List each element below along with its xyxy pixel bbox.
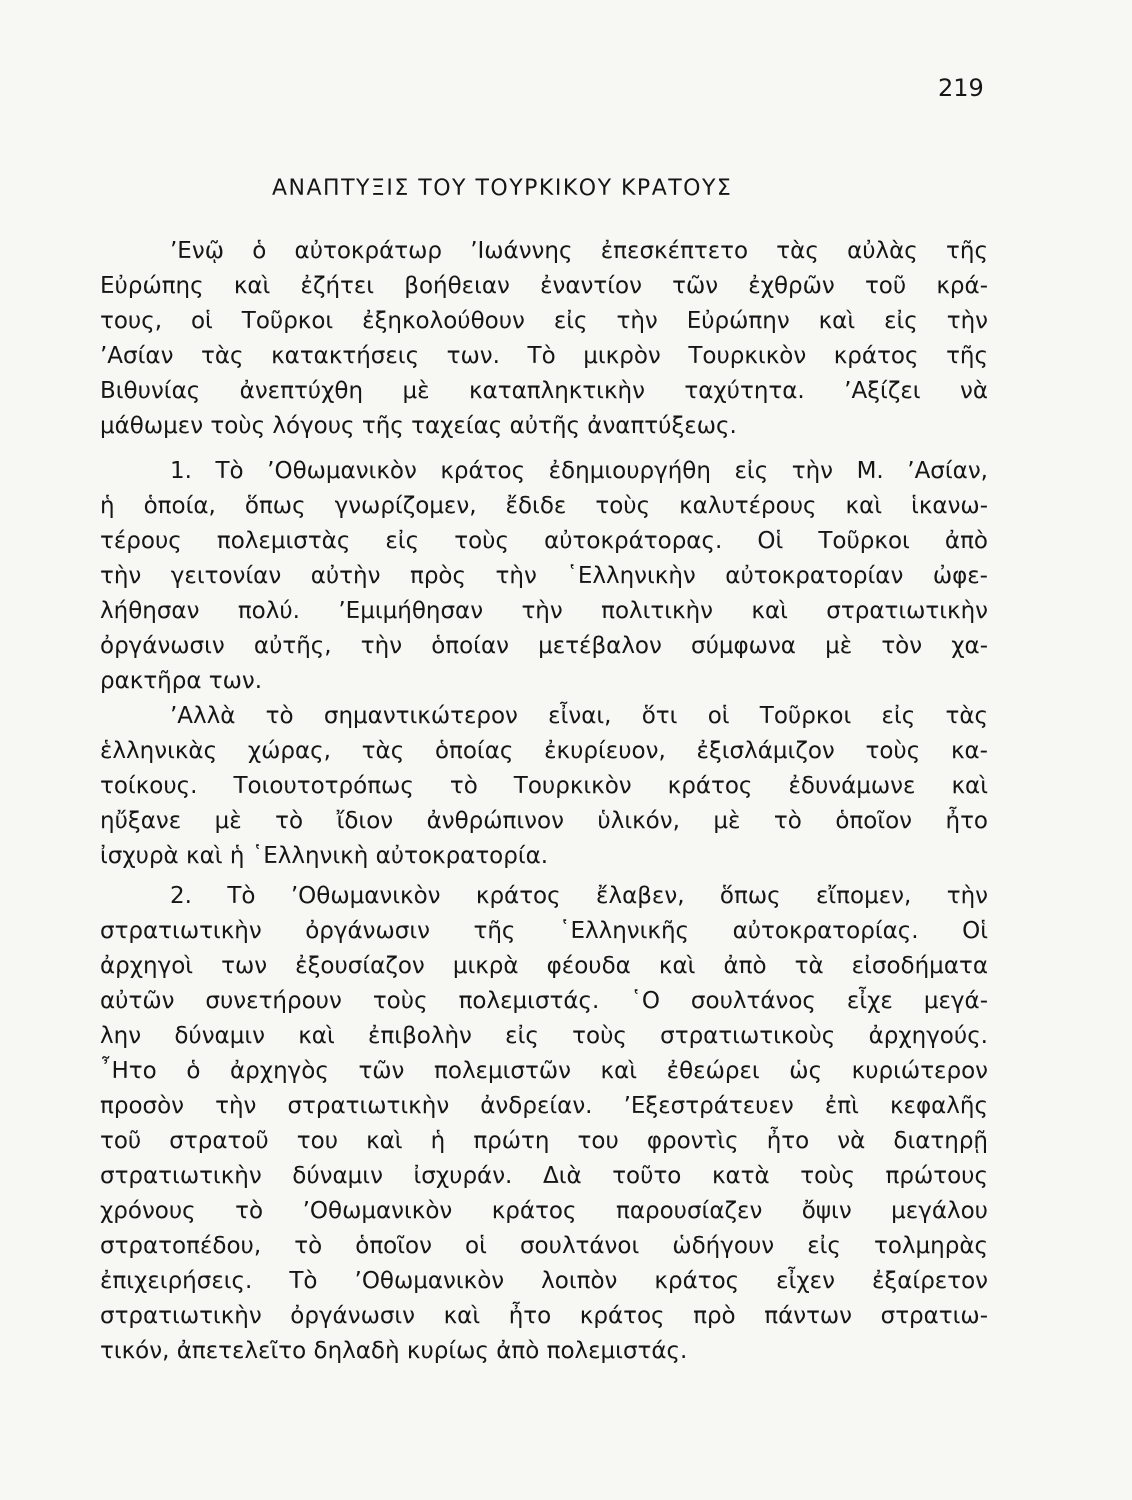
text-line: στρατιωτικὴν ὀργάνωσιν καὶ ἦτο κράτος πρὸ πάντων στρατιω- [100,1303,988,1329]
text-line: ἰσχυρὰ καὶ ἡ ῾Ελληνικὴ αὐτοκρατορία. [100,843,549,869]
text-line: τικόν, ἀπετελεῖτο δηλαδὴ κυρίως ἀπὸ πολεμιστάς. [100,1338,688,1364]
text-line: λήθησαν πολύ. ’Εμιμήθησαν τὴν πολιτικὴν καὶ στρατιωτικὴν [100,598,988,624]
page-number: 219 [938,74,984,102]
text-line: 2. Τὸ ’Οθωμανικὸν κράτος ἔλαβεν, ὅπως εἴπομεν, τὴν [170,883,988,909]
text-line: ἑλληνικὰς χώρας, τὰς ὁποίας ἐκυρίευον, ἐξισλάμιζον τοὺς κα- [100,738,988,764]
text-line: στρατιωτικὴν δύναμιν ἰσχυράν. Διὰ τοῦτο κατὰ τοὺς πρώτους [100,1163,988,1189]
text-line: τέρους πολεμιστὰς εἰς τοὺς αὐτοκράτορας. Οἱ Τοῦρκοι ἀπὸ [100,528,988,554]
text-line: τοῦ στρατοῦ του καὶ ἡ πρώτη του φροντὶς ἦτο νὰ διατηρῇ [100,1128,988,1154]
text-line: ῏Ητο ὁ ἀρχηγὸς τῶν πολεμιστῶν καὶ ἐθεώρει ὡς κυριώτερον [100,1058,988,1084]
text-line: ἀρχηγοὶ των ἐξουσίαζον μικρὰ φέουδα καὶ ἀπὸ τὰ εἰσοδήματα [100,953,988,979]
text-line: τους, οἱ Τοῦρκοι ἐξηκολούθουν εἰς τὴν Εὐρώπην καὶ εἰς τὴν [100,308,988,334]
text-line: τὴν γειτονίαν αὐτὴν πρὸς τὴν ῾Ελληνικὴν αὐτοκρατορίαν ὠφε- [100,563,988,589]
text-line: ’Ασίαν τὰς κατακτήσεις των. Τὸ μικρὸν Τουρκικὸν κράτος τῆς [100,343,988,369]
text-line: μάθωμεν τοὺς λόγους τῆς ταχείας αὐτῆς ἀναπτύξεως. [100,413,737,439]
text-line: ’Αλλὰ τὸ σημαντικώτερον εἶναι, ὅτι οἱ Τοῦρκοι εἰς τὰς [170,703,988,729]
text-line: Βιθυνίας ἀνεπτύχθη μὲ καταπληκτικὴν ταχύτητα. ’Αξίζει νὰ [100,378,988,404]
chapter-heading: ΑΝΑΠΤΥΞΙΣ ΤΟΥ ΤΟΥΡΚΙΚΟΥ ΚΡΑΤΟΥΣ [272,176,733,201]
text-line: αὐτῶν συνετήρουν τοὺς πολεμιστάς. ῾Ο σουλτάνος εἶχε μεγά- [100,988,988,1014]
text-line: τοίκους. Τοιουτοτρόπως τὸ Τουρκικὸν κράτος ἐδυνάμωνε καὶ [100,773,988,799]
text-line: ηὔξανε μὲ τὸ ἴδιον ἀνθρώπινον ὑλικόν, μὲ τὸ ὁποῖον ἦτο [100,808,988,834]
text-line: χρόνους τὸ ’Οθωμανικὸν κράτος παρουσίαζεν ὄψιν μεγάλου [100,1198,988,1224]
text-line: ρακτῆρα των. [100,668,263,694]
text-line: ’Ενῷ ὁ αὐτοκράτωρ ’Ιωάννης ἐπεσκέπτετο τὰς αὐλὰς τῆς [170,238,988,264]
text-line: 1. Τὸ ’Οθωμανικὸν κράτος ἐδημιουργήθη εἰς τὴν Μ. ’Ασίαν, [170,458,988,484]
text-line: ἡ ὁποία, ὅπως γνωρίζομεν, ἔδιδε τοὺς καλυτέρους καὶ ἱκανω- [100,493,988,519]
text-line: Εὐρώπης καὶ ἐζήτει βοήθειαν ἐναντίον τῶν ἐχθρῶν τοῦ κρά- [100,273,988,299]
text-line: στρατοπέδου, τὸ ὁποῖον οἱ σουλτάνοι ὡδήγουν εἰς τολμηρὰς [100,1233,988,1259]
text-line: ἐπιχειρήσεις. Τὸ ’Οθωμανικὸν λοιπὸν κράτος εἶχεν ἐξαίρετον [100,1268,988,1294]
text-line: ὀργάνωσιν αὐτῆς, τὴν ὁποίαν μετέβαλον σύμφωνα μὲ τὸν χα- [100,633,988,659]
text-line: λην δύναμιν καὶ ἐπιβολὴν εἰς τοὺς στρατιωτικοὺς ἀρχηγούς. [100,1023,988,1049]
text-line: προσὸν τὴν στρατιωτικὴν ἀνδρείαν. ’Εξεστράτευεν ἐπὶ κεφαλῆς [100,1093,988,1119]
text-line: στρατιωτικὴν ὀργάνωσιν τῆς ῾Ελληνικῆς αὐτοκρατορίας. Οἱ [100,918,988,944]
